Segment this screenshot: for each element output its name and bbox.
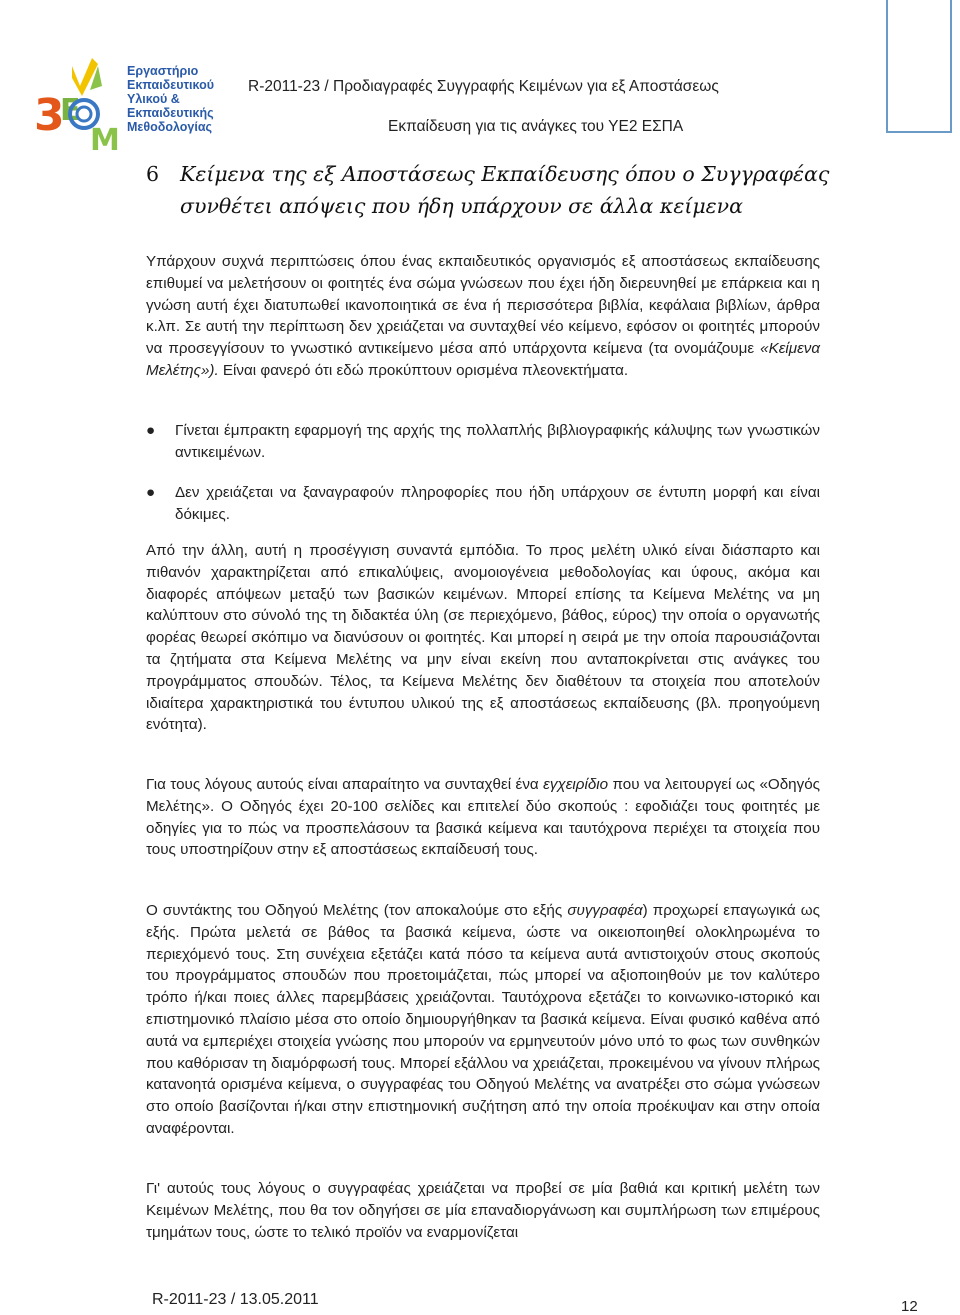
paragraph-text: Για τους λόγους αυτούς είναι απαραίτητο να συνταχθεί ένα xyxy=(146,776,544,793)
paragraph-study-guide xyxy=(146,774,820,861)
emphasis-text: συγγραφέα xyxy=(567,902,643,919)
svg-text:3: 3 xyxy=(34,90,65,141)
bullet-icon: ● xyxy=(146,484,156,501)
page-number: 12 xyxy=(901,1298,918,1315)
organization-logo xyxy=(32,56,214,154)
paragraph-text: Είναι φανερό ότι εδώ προκύπτουν ορισμένα πλεονεκτήματα. xyxy=(218,361,629,379)
running-header-title: R-2011-23 / Προδιαγραφές Συγγραφής Κειμένων για εξ Αποστάσεως xyxy=(248,78,719,95)
footer-reference: R-2011-23 / 13.05.2011 xyxy=(152,1291,319,1308)
list-item-text: Δεν χρειάζεται να ξαναγραφούν πληροφορίες που ήδη υπάρχουν σε έντυπη μορφή και είναι δόκιμες. xyxy=(175,484,820,523)
logo-line: Εργαστήριο xyxy=(127,64,199,78)
emphasis-text: «Κείμενα Μελέτης»). xyxy=(146,340,820,379)
logo-line: Υλικού & xyxy=(127,92,180,106)
logo-line: Εκπαιδευτικής xyxy=(127,106,214,120)
logo-wordmark xyxy=(127,64,214,134)
section-heading xyxy=(146,158,836,222)
3em-logo-mark-icon xyxy=(32,56,127,154)
section-number: 6 xyxy=(146,162,160,186)
running-header-subtitle: Εκπαίδευση για τις ανάγκες του ΥΕ2 ΕΣΠΑ xyxy=(388,118,684,135)
section-title: Κείμενα της εξ Αποστάσεως Εκπαίδευσης όπου ο Συγγραφέας συνθέτει απόψεις που ήδη υπάρχουν σε άλλα κείμενα xyxy=(180,162,830,218)
bullet-icon: ● xyxy=(146,422,156,439)
paragraph-text: ) προχωρεί επαγωγικά ως εξής. Πρώτα μελετά σε βάθος τα βασικά κείμενα, ώστε να οικειοποιηθεί ολοκληρωμένα το περιεχόμενό τους. Στη συνέχεια εξετάζει κατά πόσο τα κείμενα αυτά αντιστοιχούν στους σκοπούς του προγράμματος σπουδών που προετοιμάζεται, πώς μπορεί να αξιοποιηθούν με τον καλύτερο τρόπο ή/και ποιες άλλες παρεμβάσεις χρειάζονται. Ταυτόχρονα εξετάζει το κοινωνικο-ιστορικό και επιστημονικό πλαίσιο μέσα στο οποίο δημιουργήθηκαν τα βασικά κείμενα. Είναι φυσικό καθένα από αυτά να εμπεριέχει στοιχεία γνώσης που μπορούν να ερμηνευτούν μόνο υπό το φως των συνθηκών που καθόρισαν τη διαμόρφωσή τους. Μπορεί εξάλλου να χρειάζεται, προκειμένου να γίνουν πλήρως κατανοητά ορισμένα κείμενα, ο συγγραφέας του Οδηγού Μελέτης να ανατρέξει στο σώμα γνώσεων στο οποίο βασίζονται ή/και στην επιστημονική συζήτηση από την οποία προέκυψαν και στην οποία αναφέρονται. xyxy=(146,902,820,1137)
paragraph-text: που να λειτουργεί ως «Οδηγός Μελέτης». Ο Οδηγός έχει 20-100 σελίδες και επιτελεί δύο σκοπούς : εφοδιάζει τους φοιτητές με οδηγίες για το πώς να προσπελάσουν τα βασικά κείμενα και ταυτόχρονα περιέχει τα στοιχεία που τους υποστηρίζουν στην εξ αποστάσεως εκπαίδευσή τους. xyxy=(146,776,820,859)
paragraph-obstacles: Από την άλλη, αυτή η προσέγγιση συναντά εμπόδια. Το προς μελέτη υλικό είναι διάσπαρτο και πιθανόν χαρακτηρίζεται από επικαλύψεις, ανομοιογένεια μεθοδολογίας και ύφους, ακόμα και διαφορές απόψεων μεταξύ των βασικών κειμένων. Μπορεί επίσης τα Κείμενα Μελέτης να μη καλύπτουν στο σύνολό της τη διδακτέα ύλη (σε περιεχόμενο, βάθος, εύρος) την οποία ο οργανωτής φορέας θεωρεί σκόπιμο να διανύσουν οι φοιτητές. Και μπορεί η σειρά με την οποία παρουσιάζονται τα ζητήματα στα Κείμενα Μελέτης να μην είναι εκείνη που ανταποκρίνεται στις ανάγκες του προγράμματος σπουδών. Τέλος, τα Κείμενα Μελέτης δεν διαθέτουν τα στοιχεία που αποτελούν ιδιαίτερα χαρακτηριστικά του έντυπου υλικού της εξ αποστάσεως εκπαίδευσης (βλ. προηγούμενη ενότητα). xyxy=(146,542,820,734)
paragraph-conclusion: Γι' αυτούς τους λόγους ο συγγραφέας χρειάζεται να προβεί σε μία βαθιά και κριτική μελέτη των Κειμένων Μελέτης, που θα τον οδηγήσει σε μία επαναδιοργάνωση και συμπλήρωση των επιμέρους τμημάτων τους, ώστε το τελικό προϊόν να εναρμονίζεται xyxy=(146,1180,820,1241)
list-item xyxy=(146,482,820,526)
logo-line: Εκπαιδευτικού xyxy=(127,78,214,92)
paragraph-text: Ο συντάκτης του Οδηγού Μελέτης (τον αποκαλούμε στο εξής xyxy=(146,902,568,919)
paragraph-text: Υπάρχουν συχνά περιπτώσεις όπου ένας εκπαιδευτικός οργανισμός εξ αποστάσεως εκπαίδευσης επιθυμεί να μελετήσουν οι φοιτητές ένα σώμα γνώσεων που έχει ήδη διερευνηθεί με επάρκεια και η γνώση αυτή έχει διατυπωθεί ικανοποιητικά σε ένα ή περισσότερα βιβλία, κεφάλαια βιβλίων, άρθρα κ.λπ. Σε αυτή την περίπτωση δεν χρειάζεται να συνταχθεί νέο κείμενο, εφόσον οι φοιτητές μπορούν να προσεγγίσουν το γνωστικό αντικείμενο μέσα από υπάρχοντα κείμενα (τα ονομάζουμε xyxy=(146,253,820,358)
list-item xyxy=(146,420,820,464)
paragraph-author-process xyxy=(146,900,820,1140)
list-item-text: Γίνεται έμπρακτη εφαρμογή της αρχής της πολλαπλής βιβλιογραφικής κάλυψης των γνωστικών αντικειμένων. xyxy=(175,422,820,461)
svg-text:M: M xyxy=(90,123,120,154)
svg-text:E: E xyxy=(60,93,81,128)
paragraph-intro xyxy=(146,251,820,382)
emphasis-text: εγχειρίδιο xyxy=(543,776,609,793)
logo-line: Μεθοδολογίας xyxy=(127,120,212,134)
header-side-bar xyxy=(886,0,952,133)
